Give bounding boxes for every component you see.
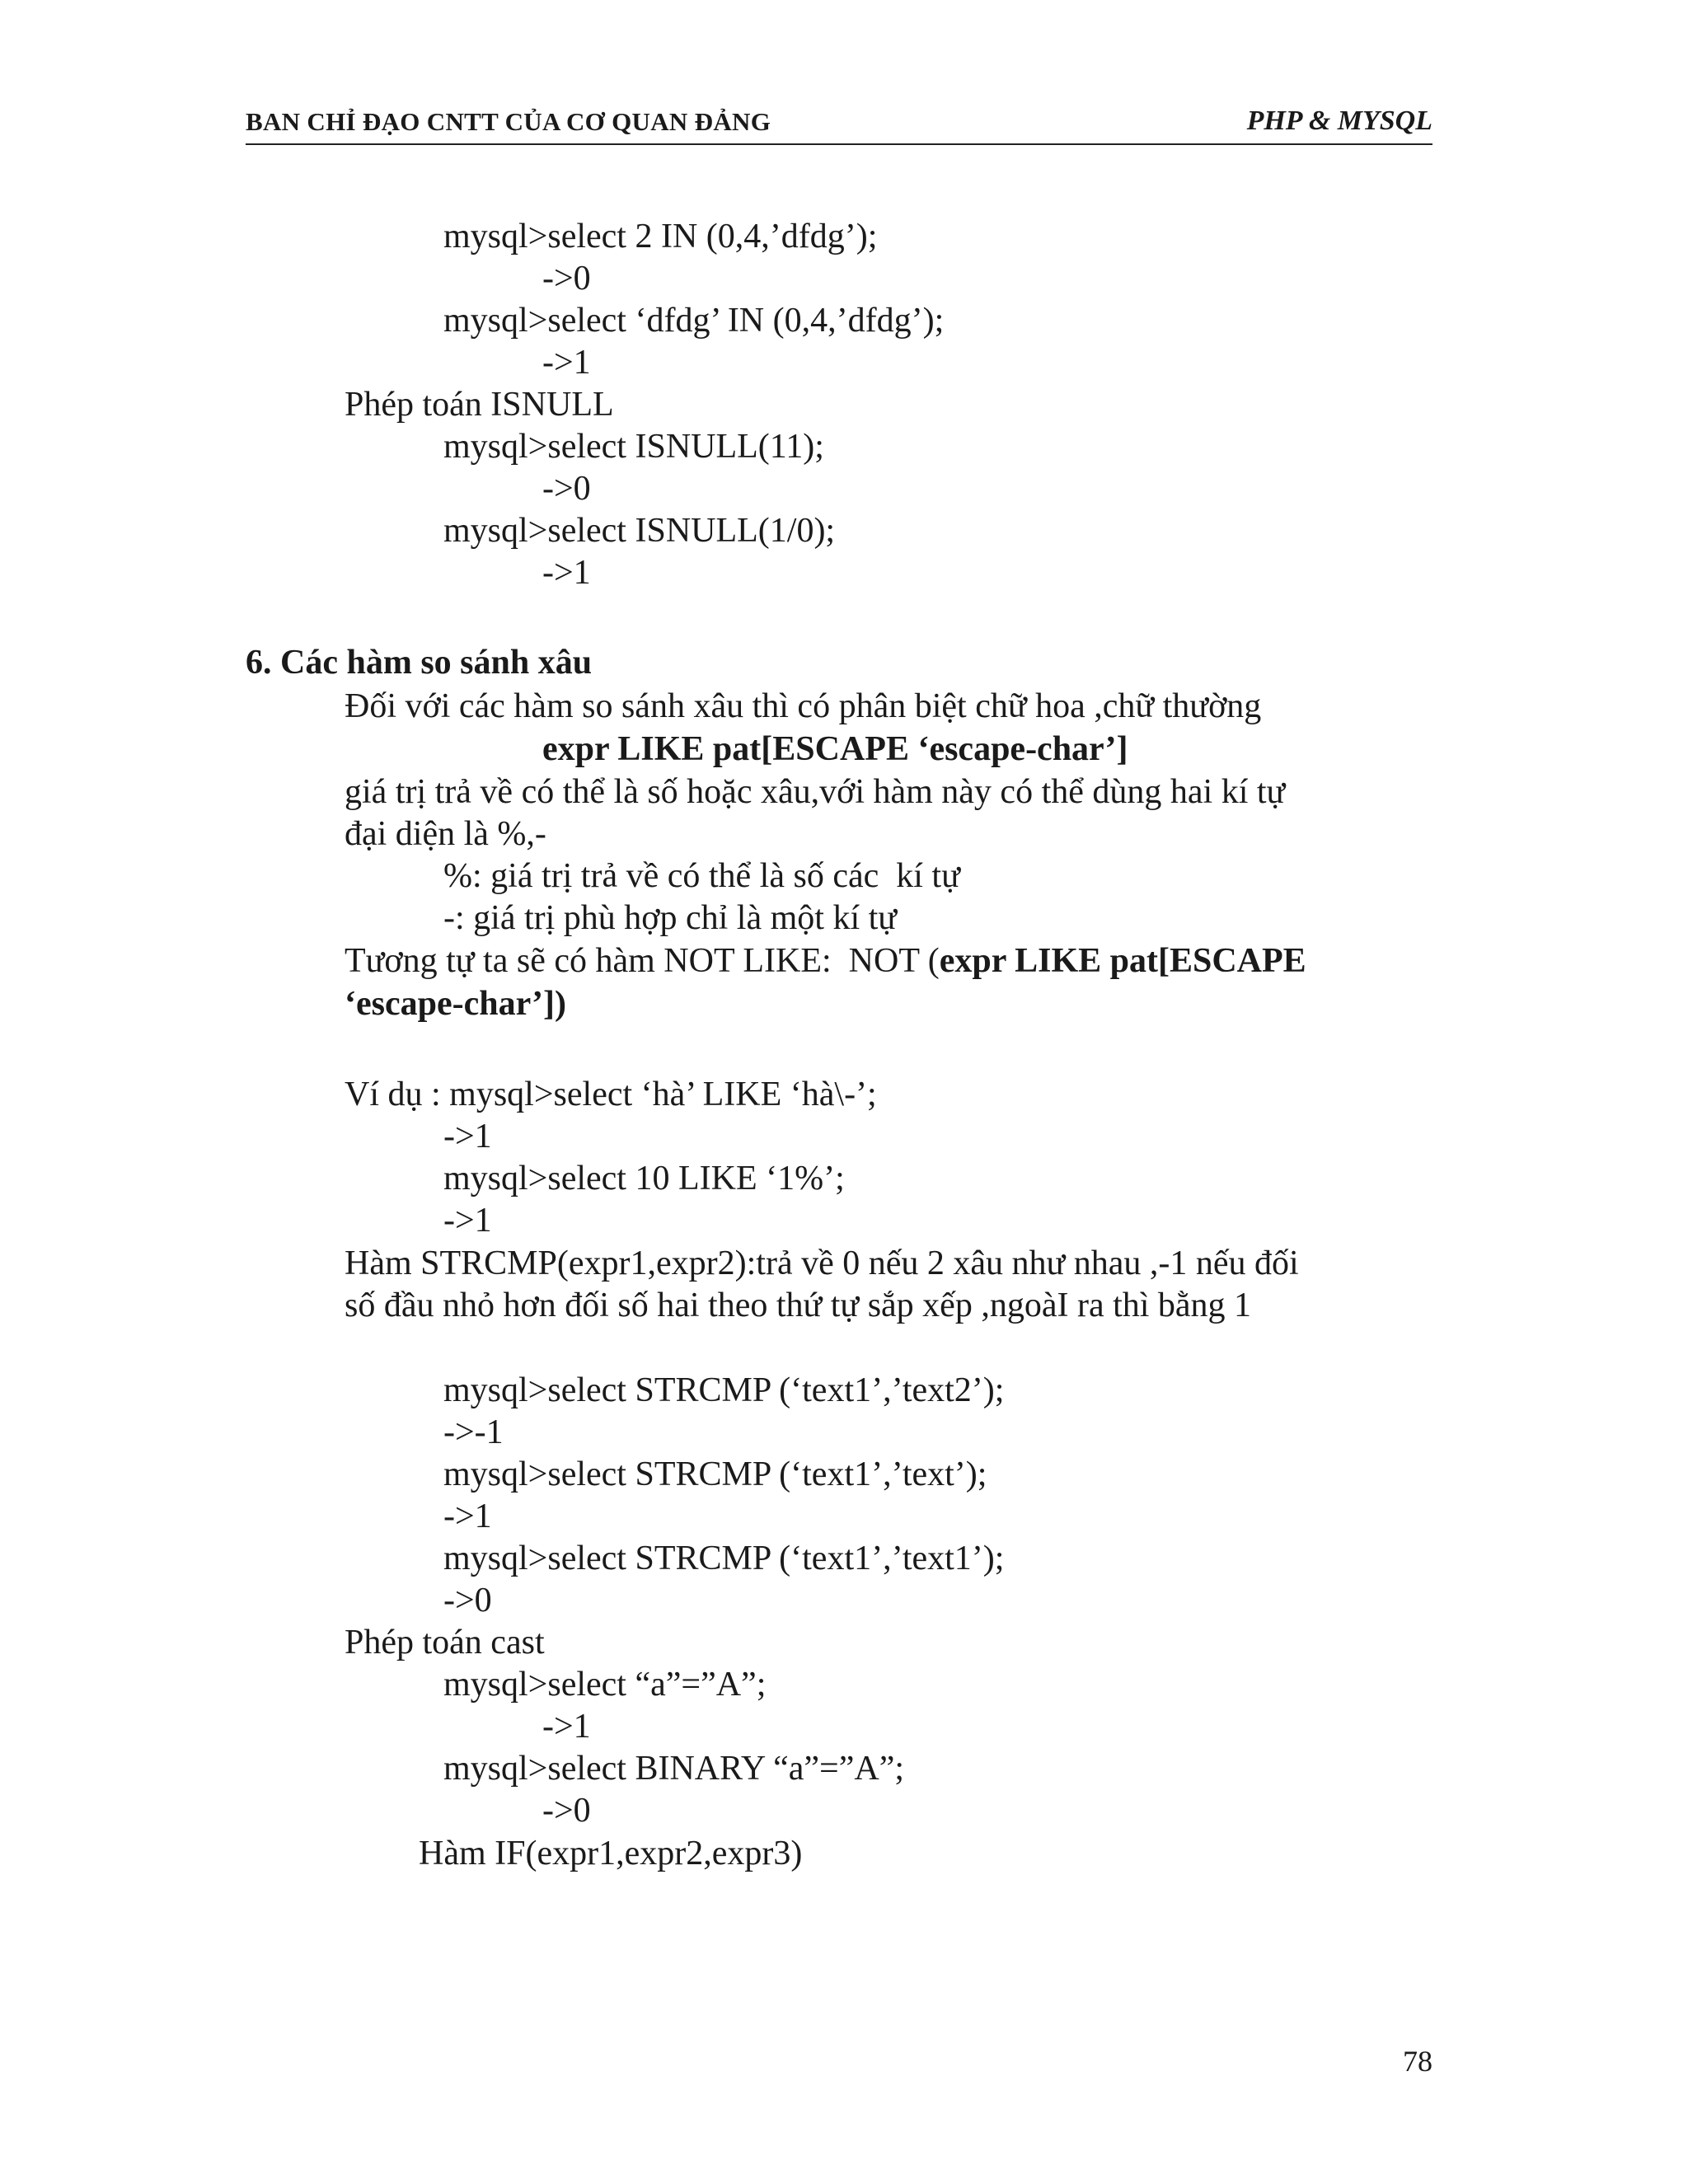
subheading: Hàm IF(expr1,expr2,expr3) — [419, 1835, 803, 1872]
paragraph-line: đại diện là %,- — [345, 815, 546, 853]
paragraph-line: số đầu nhỏ hơn đối số hai theo thứ tự sắp xếp ,ngoàI ra thì bằng 1 — [345, 1286, 1252, 1324]
result-line: ->0 — [542, 470, 591, 508]
result-line: ->1 — [542, 1708, 591, 1746]
syntax-line: expr LIKE pat[ESCAPE ‘escape-char’] — [542, 730, 1128, 768]
result-line: ->1 — [443, 1118, 492, 1155]
paragraph-line: Hàm STRCMP(expr1,expr2):trả về 0 nếu 2 xâu như nhau ,-1 nếu đối — [345, 1244, 1299, 1282]
code-line: mysql>select 10 LIKE ‘1%’; — [443, 1160, 845, 1197]
code-line: mysql>select ISNULL(11); — [443, 428, 824, 466]
paragraph-line: Đối với các hàm so sánh xâu thì có phân biệt chữ hoa ,chữ thường — [345, 687, 1262, 725]
paragraph-text: Tương tự ta sẽ có hàm NOT LIKE: NOT ( — [345, 942, 940, 980]
paragraph-line: giá trị trả về có thể là số hoặc xâu,với hàm này có thể dùng hai kí tự — [345, 773, 1286, 811]
result-line: ->0 — [443, 1582, 492, 1619]
result-line: ->1 — [542, 344, 591, 382]
code-line: mysql>select STRCMP (‘text1’,’text’); — [443, 1455, 987, 1493]
wildcard-line: -: giá trị phù hợp chỉ là một kí tự — [443, 899, 898, 937]
header-title: PHP & MYSQL — [1246, 105, 1432, 136]
result-line: ->0 — [542, 1792, 591, 1830]
code-line: mysql>select STRCMP (‘text1’,’text2’); — [443, 1371, 1005, 1409]
example-line: Ví dụ : mysql>select ‘hà’ LIKE ‘hà\-’; — [345, 1076, 877, 1113]
result-line: ->0 — [542, 260, 591, 298]
wildcard-line: %: giá trị trả về có thể là số các kí tự — [443, 857, 960, 895]
code-line: mysql>select ‘dfdg’ IN (0,4,’dfdg’); — [443, 302, 945, 340]
page-number: 78 — [1403, 2045, 1432, 2078]
section-heading: 6. Các hàm so sánh xâu — [246, 644, 593, 682]
result-line: ->-1 — [443, 1413, 504, 1451]
code-line: mysql>select 2 IN (0,4,’dfdg’); — [443, 218, 878, 255]
result-line: ->1 — [443, 1497, 492, 1535]
syntax-line: ‘escape-char’]) — [345, 985, 566, 1023]
result-line: ->1 — [443, 1202, 492, 1240]
code-line: mysql>select “a”=”A”; — [443, 1666, 767, 1704]
code-line: mysql>select STRCMP (‘text1’,’text1’); — [443, 1540, 1005, 1577]
paragraph-line — [345, 940, 1306, 982]
header-organization: BAN CHỈ ĐẠO CNTT CỦA CƠ QUAN ĐẢNG — [246, 107, 771, 136]
syntax-text: expr LIKE pat[ESCAPE — [939, 942, 1306, 980]
result-line: ->1 — [542, 554, 591, 592]
subheading: Phép toán cast — [345, 1624, 545, 1661]
page-header — [246, 102, 1432, 145]
subheading: Phép toán ISNULL — [345, 386, 614, 424]
code-line: mysql>select ISNULL(1/0); — [443, 512, 836, 550]
code-line: mysql>select BINARY “a”=”A”; — [443, 1750, 905, 1788]
